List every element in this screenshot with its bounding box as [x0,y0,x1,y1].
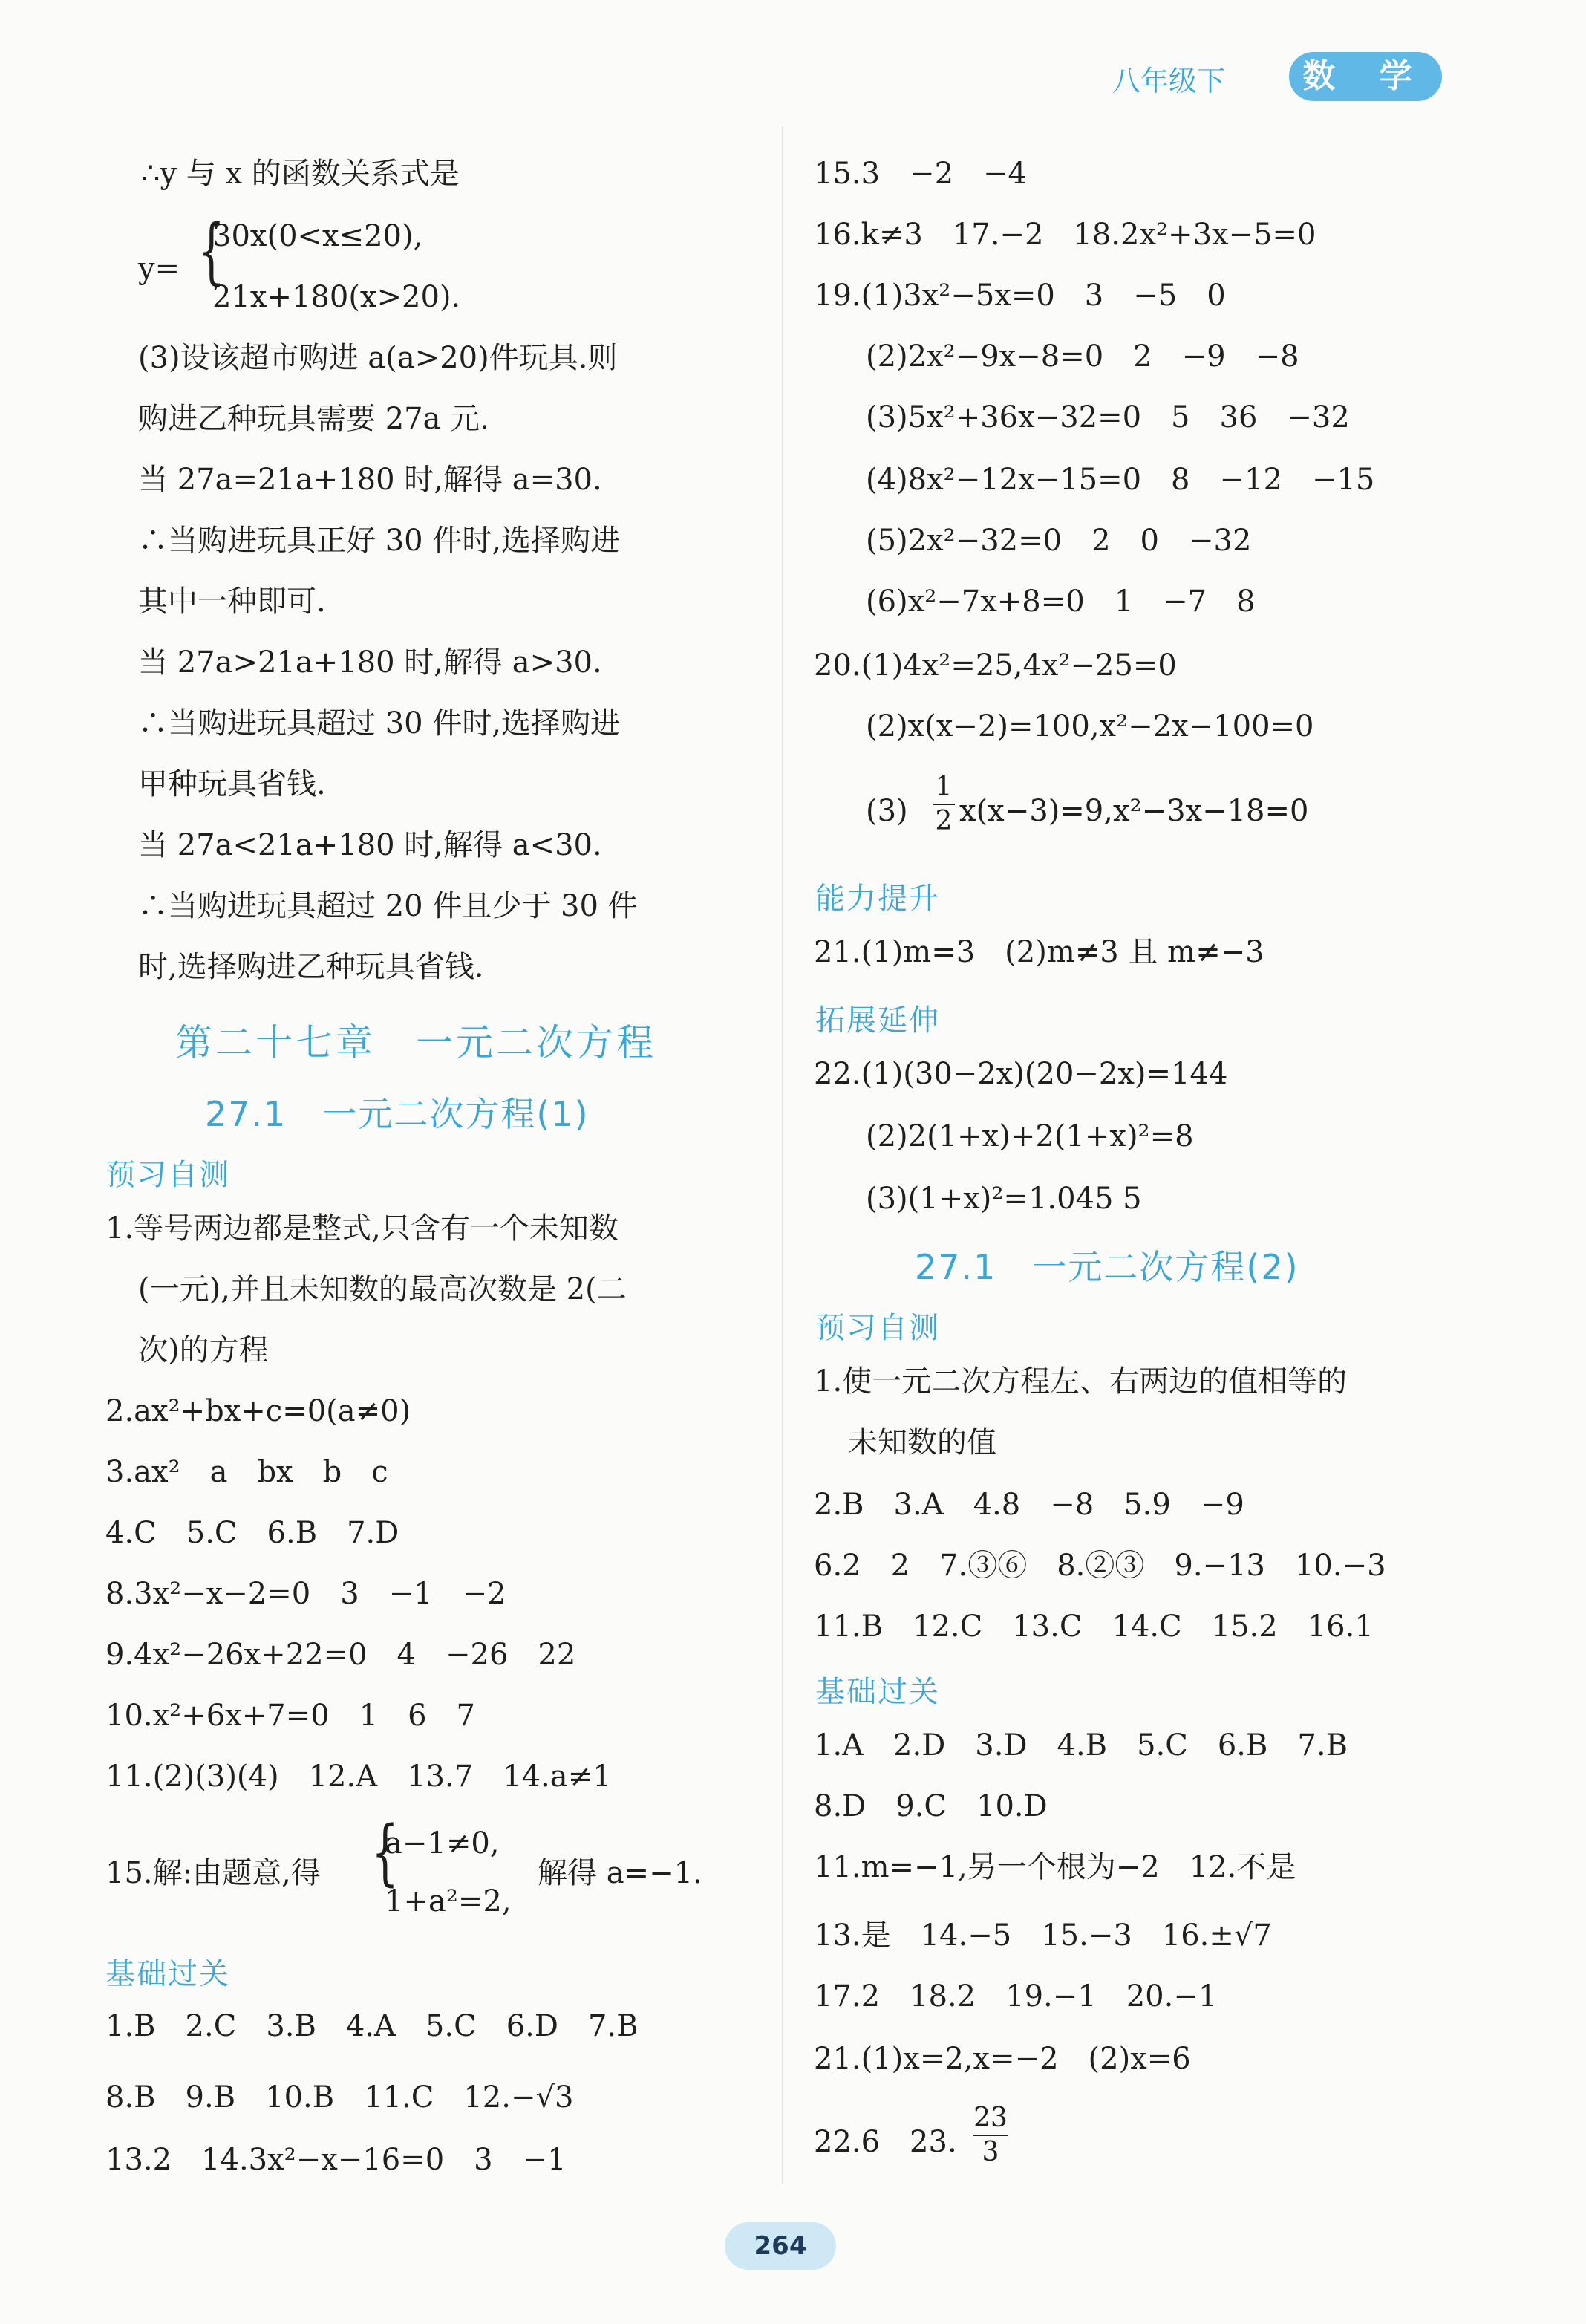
ability-label: 能力提升 [815,882,940,916]
answer-line: 16.k≠3 17.−2 18.2x²+3x−5=0 [814,218,1316,252]
text-line: 甲种玩具省钱. [138,767,326,801]
text-line: 其中一种即可. [138,585,326,619]
preview-label: 预习自测 [105,1158,230,1192]
answer-line: (一元),并且未知数的最高次数是 2(二 [138,1272,627,1306]
answer-line: 2.ax²+bx+c=0(a≠0) [105,1394,411,1428]
q20-3-fraction [933,772,955,836]
left-brace: { [198,209,225,293]
text-line: 购进乙种玩具需要 27a 元. [138,402,489,436]
text-line: ∴当购进玩具超过 20 件且少于 30 件 [138,889,638,923]
text-line: 时,选择购进乙种玩具省钱. [138,950,484,984]
answer-line: 1.B 2.C 3.B 4.A 5.C 6.D 7.B [105,2009,639,2043]
q15-brace-top: a−1≠0, [385,1826,500,1861]
answer-line: 11.B 12.C 13.C 14.C 15.2 16.1 [814,1609,1374,1644]
section-title: 27.1 一元二次方程(2) [915,1247,1299,1287]
answer-line: (2)2x²−9x−8=0 2 −9 −8 [866,339,1299,374]
answer-line: (3)5x²+36x−32=0 5 36 −32 [866,400,1350,434]
answer-line: 21.(1)x=2,x=−2 (2)x=6 [814,2042,1191,2076]
answer-line: 9.4x²−26x+22=0 4 −26 22 [105,1638,576,1672]
answer-line: 3.ax² a bx b c [105,1455,388,1489]
column-divider [782,126,783,2184]
answer-line: 11.m=−1,另一个根为−2 12.不是 [814,1850,1296,1884]
q20-3-suffix: x(x−3)=9,x²−3x−18=0 [959,794,1309,828]
piecewise-bottom: 21x+180(x>20). [212,280,461,314]
answer-fraction [973,2103,1008,2167]
text-line: (3)设该超市购进 a(a>20)件玩具.则 [138,341,618,375]
answer-line: 8.B 9.B 10.B 11.C 12.−√3 [105,2080,574,2115]
section-title: 27.1 一元二次方程(1) [205,1094,590,1134]
header-subject-badge: 数 学 [1289,52,1442,101]
answer-line: 15.3 −2 −4 [814,157,1027,191]
answer-line: (6)x²−7x+8=0 1 −7 8 [866,585,1256,619]
last-prefix: 22.6 23. [814,2125,957,2159]
fraction-denominator: 2 [935,806,953,836]
answer-line: (5)2x²−32=0 2 0 −32 [866,524,1252,558]
q20-3-prefix: (3) [866,794,908,828]
answer-line: 4.C 5.C 6.B 7.D [105,1516,399,1550]
answer-line: 20.(1)4x²=25,4x²−25=0 [814,648,1177,683]
fraction-numerator: 1 [935,772,953,802]
answer-line: (3)(1+x)²=1.045 5 [866,1182,1142,1216]
fraction-denominator: 3 [982,2137,999,2167]
answer-line: 13.是 14.−5 15.−3 16.±√7 [814,1918,1272,1953]
chapter-title: 第二十七章 一元二次方程 [175,1021,656,1064]
answer-line: 11.(2)(3)(4) 12.A 13.7 14.a≠1 [105,1760,612,1794]
answer-line: 1.使一元二次方程左、右两边的值相等的 [814,1364,1348,1399]
answer-line: (2)x(x−2)=100,x²−2x−100=0 [866,709,1314,743]
q15-brace-bottom: 1+a²=2, [385,1884,512,1918]
fraction-numerator: 23 [973,2103,1008,2133]
q15-prefix: 15.解:由题意,得 [105,1856,321,1890]
text-line: 当 27a>21a+180 时,解得 a>30. [138,645,602,680]
answer-line: 6.2 2 7.③⑥ 8.②③ 9.−13 10.−3 [814,1549,1386,1583]
header-grade: 八年级下 [1112,65,1226,97]
piecewise-top: 30x(0<x≤20), [212,219,423,253]
answer-line: (2)2(1+x)+2(1+x)²=8 [866,1119,1194,1153]
answer-line: 2.B 3.A 4.8 −8 5.9 −9 [814,1488,1244,1522]
text-line: ∴当购进玩具超过 30 件时,选择购进 [138,706,621,741]
answer-line: 17.2 18.2 19.−1 20.−1 [814,1979,1218,2014]
preview-label: 预习自测 [815,1311,940,1345]
extend-label: 拓展延伸 [815,1003,940,1038]
answer-line: 次)的方程 [138,1333,269,1367]
answer-line: 8.3x²−x−2=0 3 −1 −2 [105,1577,506,1611]
answer-line: (4)8x²−12x−15=0 8 −12 −15 [866,463,1375,497]
text-line: 当 27a<21a+180 时,解得 a<30. [138,828,602,862]
basic-label: 基础过关 [815,1675,940,1709]
answer-line: 21.(1)m=3 (2)m≠3 且 m≠−3 [814,935,1264,969]
page-number: 264 [725,2222,836,2270]
answer-line: 8.D 9.C 10.D [814,1789,1048,1823]
answer-line: 19.(1)3x²−5x=0 3 −5 0 [814,279,1226,313]
basic-label: 基础过关 [105,1957,230,1991]
q15-brace: { [371,1811,399,1894]
answer-line: 1.A 2.D 3.D 4.B 5.C 6.B 7.B [814,1728,1348,1762]
text-line: 当 27a=21a+180 时,解得 a=30. [138,463,602,497]
answer-line: 10.x²+6x+7=0 1 6 7 [105,1699,476,1733]
q15-suffix: 解得 a=−1. [538,1856,702,1890]
answer-line: 22.(1)(30−2x)(20−2x)=144 [814,1057,1228,1091]
text-line: ∴y 与 x 的函数关系式是 [141,157,460,191]
answer-line: 13.2 14.3x²−x−16=0 3 −1 [105,2143,567,2177]
answer-line: 未知数的值 [848,1425,996,1459]
text-line: ∴当购进玩具正好 30 件时,选择购进 [138,524,621,558]
y-label: y= [138,252,180,286]
answer-line: 1.等号两边都是整式,只含有一个未知数 [105,1211,619,1246]
